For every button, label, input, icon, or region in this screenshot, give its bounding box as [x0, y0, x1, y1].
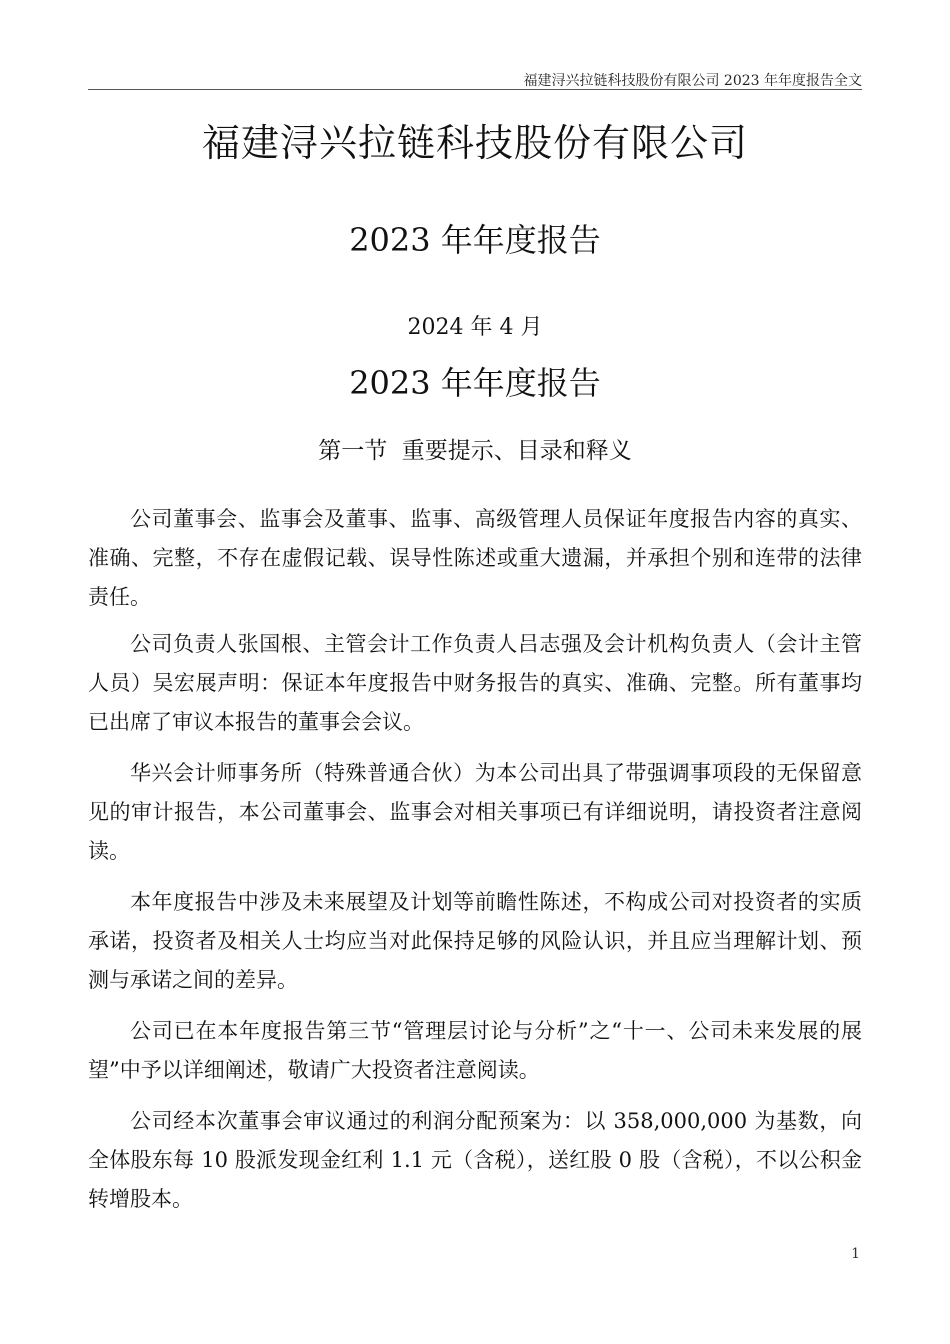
paragraph-responsibility: 公司董事会、监事会及董事、监事、高级管理人员保证年度报告内容的真实、准确、完整，不存在虚假记载、误导性陈述或重大遗漏，并承担个别和连带的法律责任。	[88, 507, 862, 609]
header-rule	[88, 89, 862, 90]
body-text	[88, 500, 862, 1227]
paragraph-outlook: 公司已在本年度报告第三节“管理层讨论与分析”之“十一、公司未来发展的展望”中予以详细阐述，敬请广大投资者注意阅读。	[88, 1019, 862, 1082]
section-heading: 第一节 重要提示、目录和释义	[318, 438, 632, 464]
paragraph-declaration: 公司负责人张国根、主管会计工作负责人吕志强及会计机构负责人（会计主管人员）吴宏展声明：保证本年度报告中财务报告的真实、准确、完整。所有董事均已出席了审议本报告的董事会会议。	[88, 632, 862, 734]
paragraph-dividend: 公司经本次董事会审议通过的利润分配预案为：以 358,000,000 为基数，向全体股东每 10 股派发现金红利 1.1 元（含税），送红股 0 股（含税），不以公积金转增股本。	[88, 1109, 862, 1211]
paragraph-forward-looking: 本年度报告中涉及未来展望及计划等前瞻性陈述，不构成公司对投资者的实质承诺，投资者及相关人士均应当对此保持足够的风险认识，并且应当理解计划、预测与承诺之间的差异。	[88, 890, 862, 992]
company-name: 福建浔兴拉链科技股份有限公司	[201, 121, 748, 165]
page-number: 1	[851, 1246, 860, 1262]
paragraph-audit: 华兴会计师事务所（特殊普通合伙）为本公司出具了带强调事项段的无保留意见的审计报告，本公司董事会、监事会对相关事项已有详细说明，请投资者注意阅读。	[88, 761, 862, 863]
report-title: 2023 年年度报告	[349, 221, 601, 259]
report-title-repeat: 2023 年年度报告	[349, 364, 601, 402]
report-date: 2024 年 4 月	[407, 315, 543, 340]
running-header: 福建浔兴拉链科技股份有限公司 2023 年年度报告全文	[523, 73, 862, 89]
